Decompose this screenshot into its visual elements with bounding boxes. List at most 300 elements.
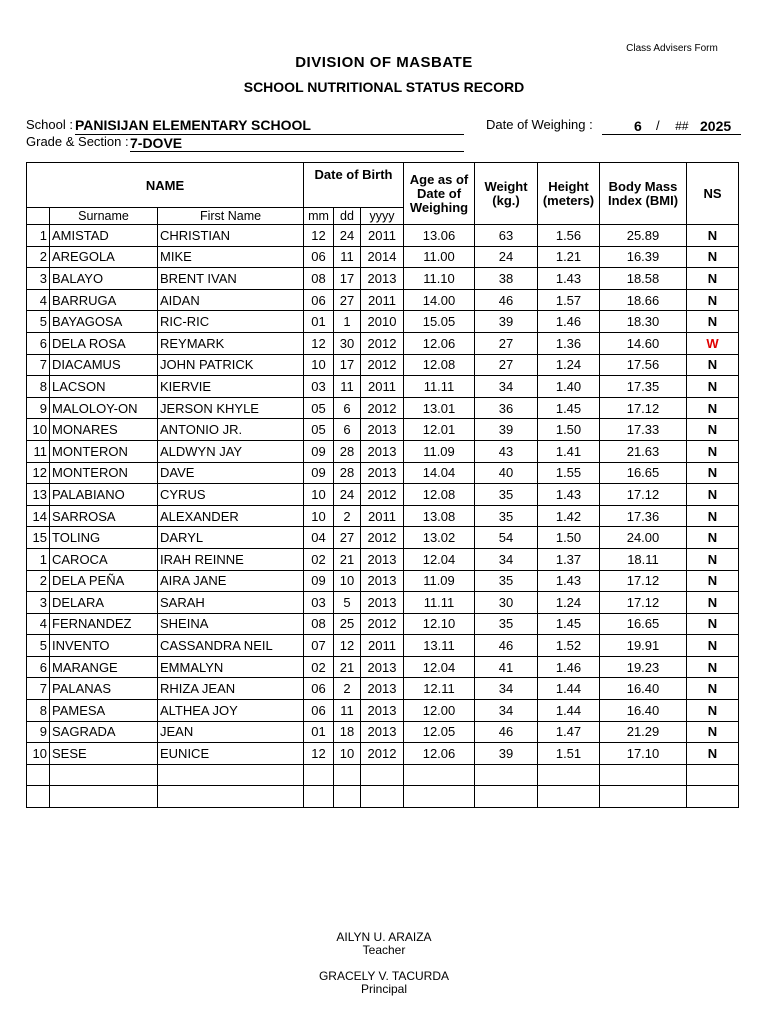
birth-month-cell: 12 [304,332,334,354]
bmi-cell: 16.40 [600,678,687,700]
birth-day-cell: 24 [334,225,361,247]
weight-cell: 27 [475,332,538,354]
birth-day-cell: 2 [334,678,361,700]
birth-year-cell: 2013 [361,700,404,722]
surname-cell: AMISTAD [50,225,158,247]
date-day: ## [675,119,689,133]
age-cell: 12.08 [404,354,475,376]
first-name-cell: ALTHEA JOY [158,700,304,722]
row-number: 9 [27,397,50,419]
table-row [27,721,739,743]
division-title: DIVISION OF MASBATE [295,54,473,71]
form-type-label: Class Advisers Form [626,43,718,54]
height-cell: 1.24 [538,354,600,376]
row-number: 6 [27,656,50,678]
surname-cell: CAROCA [50,548,158,570]
ns-cell: N [687,289,739,311]
ns-cell: N [687,484,739,506]
row-number: 15 [27,527,50,549]
first-name-cell: RIC-RIC [158,311,304,333]
bmi-cell: 17.10 [600,743,687,765]
surname-cell: PALABIANO [50,484,158,506]
table-row [27,462,739,484]
birth-year-cell: 2011 [361,376,404,398]
height-cell: 1.37 [538,548,600,570]
empty-cell [334,786,361,808]
height-cell: 1.42 [538,505,600,527]
weight-cell: 46 [475,289,538,311]
empty-cell [475,786,538,808]
birth-month-cell: 02 [304,548,334,570]
empty-cell [304,786,334,808]
empty-row [27,764,739,786]
record-title: SCHOOL NUTRITIONAL STATUS RECORD [243,79,525,95]
dd-subheader: dd [334,208,361,225]
birth-year-cell: 2013 [361,656,404,678]
bmi-cell: 17.35 [600,376,687,398]
age-cell: 12.10 [404,613,475,635]
first-name-cell: ALDWYN JAY [158,440,304,462]
bmi-cell: 16.65 [600,613,687,635]
age-cell: 12.06 [404,743,475,765]
birth-month-cell: 06 [304,678,334,700]
height-cell: 1.52 [538,635,600,657]
height-cell: 1.44 [538,678,600,700]
table-row [27,289,739,311]
table-row [27,311,739,333]
first-name-cell: REYMARK [158,332,304,354]
birth-year-cell: 2011 [361,635,404,657]
table-row [27,484,739,506]
bmi-cell: 17.56 [600,354,687,376]
surname-cell: MARANGE [50,656,158,678]
weight-cell: 41 [475,656,538,678]
birth-day-cell: 12 [334,635,361,657]
birth-month-cell: 09 [304,462,334,484]
ns-cell: W [687,332,739,354]
birth-month-cell: 08 [304,268,334,290]
first-name-cell: JEAN [158,721,304,743]
birth-day-cell: 11 [334,700,361,722]
birth-year-cell: 2012 [361,527,404,549]
ns-cell: N [687,440,739,462]
row-number: 4 [27,613,50,635]
birth-day-cell: 25 [334,613,361,635]
surname-cell: BALAYO [50,268,158,290]
height-cell: 1.21 [538,246,600,268]
age-cell: 11.10 [404,268,475,290]
birth-year-cell: 2013 [361,570,404,592]
surname-cell: LACSON [50,376,158,398]
birth-day-cell: 27 [334,289,361,311]
table-row [27,700,739,722]
first-name-cell: SHEINA [158,613,304,635]
yyyy-subheader: yyyy [361,208,404,225]
row-number: 3 [27,592,50,614]
weight-cell: 40 [475,462,538,484]
birth-month-cell: 06 [304,289,334,311]
weight-cell: 36 [475,397,538,419]
row-number: 11 [27,440,50,462]
first-name-cell: DAVE [158,462,304,484]
age-cell: 12.04 [404,548,475,570]
surname-cell: BARRUGA [50,289,158,311]
bmi-cell: 17.12 [600,570,687,592]
birth-year-cell: 2013 [361,419,404,441]
empty-cell [538,764,600,786]
empty-cell [304,764,334,786]
row-number: 8 [27,376,50,398]
birth-month-cell: 03 [304,592,334,614]
age-cell: 13.08 [404,505,475,527]
weight-cell: 46 [475,635,538,657]
age-cell: 11.09 [404,440,475,462]
table-row [27,527,739,549]
birth-day-cell: 17 [334,268,361,290]
surname-cell: SAGRADA [50,721,158,743]
empty-cell [361,764,404,786]
row-number: 5 [27,311,50,333]
birth-year-cell: 2012 [361,484,404,506]
school-label: School : [26,117,73,132]
height-cell: 1.50 [538,419,600,441]
age-cell: 13.02 [404,527,475,549]
age-cell: 11.09 [404,570,475,592]
birth-day-cell: 18 [334,721,361,743]
age-cell: 11.11 [404,376,475,398]
table-row [27,332,739,354]
row-number: 10 [27,419,50,441]
bmi-cell: 17.12 [600,592,687,614]
age-cell: 13.01 [404,397,475,419]
ns-cell: N [687,462,739,484]
first-name-cell: EUNICE [158,743,304,765]
birth-year-cell: 2013 [361,592,404,614]
birth-day-cell: 21 [334,548,361,570]
surname-cell: INVENTO [50,635,158,657]
weight-cell: 63 [475,225,538,247]
first-name-cell: EMMALYN [158,656,304,678]
table-row [27,678,739,700]
age-cell: 14.04 [404,462,475,484]
table-row [27,592,739,614]
empty-cell [334,764,361,786]
date-year: 2025 [700,118,732,134]
row-number: 14 [27,505,50,527]
first-name-cell: KIERVIE [158,376,304,398]
weight-cell: 46 [475,721,538,743]
height-cell: 1.57 [538,289,600,311]
first-name-cell: RHIZA JEAN [158,678,304,700]
age-cell: 14.00 [404,289,475,311]
grade-section-value: 7-DOVE [130,135,464,152]
surname-cell: AREGOLA [50,246,158,268]
row-number: 2 [27,570,50,592]
height-cell: 1.36 [538,332,600,354]
birth-day-cell: 28 [334,462,361,484]
ns-cell: N [687,721,739,743]
table-row [27,656,739,678]
row-number: 5 [27,635,50,657]
weight-cell: 54 [475,527,538,549]
birth-year-cell: 2014 [361,246,404,268]
weight-header: Weight (kg.) [475,163,538,225]
first-name-cell: JERSON KHYLE [158,397,304,419]
surname-subheader: Surname [50,208,158,225]
first-name-cell: SARAH [158,592,304,614]
table-row [27,635,739,657]
school-value: PANISIJAN ELEMENTARY SCHOOL [75,117,464,135]
empty-cell [687,786,739,808]
birth-month-cell: 10 [304,354,334,376]
birth-day-cell: 11 [334,376,361,398]
surname-cell: PAMESA [50,700,158,722]
bmi-cell: 19.23 [600,656,687,678]
age-cell: 12.01 [404,419,475,441]
weight-cell: 27 [475,354,538,376]
age-header: Age as of Date of Weighing [404,163,475,225]
height-cell: 1.43 [538,484,600,506]
birth-month-cell: 12 [304,225,334,247]
table-row [27,246,739,268]
surname-cell: MONTERON [50,462,158,484]
table-row [27,548,739,570]
row-number: 7 [27,678,50,700]
row-number: 6 [27,332,50,354]
birth-year-cell: 2012 [361,743,404,765]
ns-cell: N [687,592,739,614]
birth-year-cell: 2013 [361,440,404,462]
surname-cell: DELA PEÑA [50,570,158,592]
empty-row [27,786,739,808]
bmi-cell: 21.63 [600,440,687,462]
ns-cell: N [687,570,739,592]
first-name-cell: MIKE [158,246,304,268]
surname-cell: SARROSA [50,505,158,527]
nutrition-table [26,162,739,808]
ns-cell: N [687,678,739,700]
first-name-cell: CYRUS [158,484,304,506]
height-header: Height (meters) [538,163,600,225]
principal-name: GRACELY V. TACURDA [318,969,450,983]
ns-cell: N [687,743,739,765]
height-cell: 1.45 [538,613,600,635]
ns-cell: N [687,246,739,268]
surname-cell: MALOLOY-ON [50,397,158,419]
row-number: 8 [27,700,50,722]
birth-day-cell: 6 [334,419,361,441]
ns-cell: N [687,354,739,376]
table-row [27,268,739,290]
bmi-cell: 24.00 [600,527,687,549]
surname-cell: DELA ROSA [50,332,158,354]
birth-year-cell: 2013 [361,268,404,290]
bmi-cell: 17.36 [600,505,687,527]
height-cell: 1.24 [538,592,600,614]
birth-month-cell: 01 [304,311,334,333]
height-cell: 1.46 [538,311,600,333]
first-name-cell: ALEXANDER [158,505,304,527]
empty-cell [27,786,50,808]
ns-cell: N [687,268,739,290]
birth-month-cell: 05 [304,419,334,441]
age-cell: 12.08 [404,484,475,506]
height-cell: 1.45 [538,397,600,419]
table-row [27,225,739,247]
bmi-cell: 17.12 [600,484,687,506]
date-of-weighing-label: Date of Weighing : [486,117,593,132]
weight-cell: 35 [475,613,538,635]
empty-cell [158,786,304,808]
surname-cell: MONARES [50,419,158,441]
date-month: 6 [634,118,642,134]
row-number: 2 [27,246,50,268]
ns-cell: N [687,376,739,398]
mm-subheader: mm [304,208,334,225]
birth-month-cell: 04 [304,527,334,549]
row-number: 12 [27,462,50,484]
table-row [27,397,739,419]
bmi-cell: 16.40 [600,700,687,722]
bmi-cell: 17.33 [600,419,687,441]
table-row [27,570,739,592]
age-cell: 12.04 [404,656,475,678]
ns-cell: N [687,656,739,678]
empty-cell [600,764,687,786]
age-cell: 12.11 [404,678,475,700]
height-cell: 1.46 [538,656,600,678]
grade-section-label: Grade & Section : [26,134,129,149]
row-number: 10 [27,743,50,765]
dob-header: Date of Birth [304,163,404,208]
age-cell: 13.11 [404,635,475,657]
weight-cell: 30 [475,592,538,614]
table-row [27,613,739,635]
row-number: 4 [27,289,50,311]
surname-cell: BAYAGOSA [50,311,158,333]
birth-year-cell: 2013 [361,462,404,484]
weight-cell: 39 [475,311,538,333]
age-cell: 11.00 [404,246,475,268]
first-name-cell: JOHN PATRICK [158,354,304,376]
height-cell: 1.44 [538,700,600,722]
weight-cell: 35 [475,484,538,506]
birth-day-cell: 30 [334,332,361,354]
birth-year-cell: 2011 [361,225,404,247]
age-cell: 12.05 [404,721,475,743]
bmi-header: Body Mass Index (BMI) [600,163,687,225]
date-separator: / [656,118,660,133]
birth-day-cell: 17 [334,354,361,376]
weight-cell: 34 [475,700,538,722]
bmi-cell: 19.91 [600,635,687,657]
first-name-cell: CHRISTIAN [158,225,304,247]
birth-day-cell: 28 [334,440,361,462]
first-name-cell: IRAH REINNE [158,548,304,570]
surname-cell: TOLING [50,527,158,549]
principal-role: Principal [360,982,408,996]
bmi-cell: 21.29 [600,721,687,743]
age-cell: 13.06 [404,225,475,247]
weight-cell: 34 [475,376,538,398]
age-cell: 11.11 [404,592,475,614]
birth-month-cell: 05 [304,397,334,419]
birth-month-cell: 03 [304,376,334,398]
surname-cell: DELARA [50,592,158,614]
age-cell: 12.00 [404,700,475,722]
birth-month-cell: 01 [304,721,334,743]
table-row [27,743,739,765]
ns-cell: N [687,527,739,549]
age-cell: 15.05 [404,311,475,333]
surname-cell: FERNANDEZ [50,613,158,635]
bmi-cell: 18.58 [600,268,687,290]
bmi-cell: 18.11 [600,548,687,570]
bmi-cell: 16.65 [600,462,687,484]
birth-year-cell: 2012 [361,354,404,376]
bmi-cell: 14.60 [600,332,687,354]
birth-year-cell: 2011 [361,289,404,311]
birth-month-cell: 10 [304,505,334,527]
empty-cell [404,764,475,786]
empty-cell [158,764,304,786]
birth-year-cell: 2012 [361,397,404,419]
birth-year-cell: 2010 [361,311,404,333]
first-name-cell: AIDAN [158,289,304,311]
ns-cell: N [687,548,739,570]
birth-year-cell: 2012 [361,332,404,354]
weight-cell: 38 [475,268,538,290]
number-subheader [27,208,50,225]
height-cell: 1.50 [538,527,600,549]
ns-header: NS [687,163,739,225]
table-row [27,505,739,527]
birth-month-cell: 06 [304,700,334,722]
birth-day-cell: 11 [334,246,361,268]
birth-day-cell: 6 [334,397,361,419]
weight-cell: 35 [475,570,538,592]
weight-cell: 34 [475,678,538,700]
empty-cell [50,786,158,808]
weight-cell: 34 [475,548,538,570]
height-cell: 1.43 [538,570,600,592]
surname-cell: SESE [50,743,158,765]
birth-year-cell: 2013 [361,678,404,700]
table-row [27,376,739,398]
height-cell: 1.47 [538,721,600,743]
ns-cell: N [687,419,739,441]
surname-cell: PALANAS [50,678,158,700]
height-cell: 1.56 [538,225,600,247]
empty-cell [404,786,475,808]
empty-cell [538,786,600,808]
teacher-name: AILYN U. ARAIZA [336,930,432,944]
row-number: 7 [27,354,50,376]
row-number: 13 [27,484,50,506]
surname-cell: DIACAMUS [50,354,158,376]
row-number: 1 [27,548,50,570]
birth-day-cell: 2 [334,505,361,527]
first-name-cell: ANTONIO JR. [158,419,304,441]
table-row [27,354,739,376]
empty-cell [600,786,687,808]
ns-cell: N [687,311,739,333]
height-cell: 1.51 [538,743,600,765]
birth-day-cell: 21 [334,656,361,678]
name-header: NAME [27,163,304,208]
empty-cell [361,786,404,808]
birth-day-cell: 27 [334,527,361,549]
